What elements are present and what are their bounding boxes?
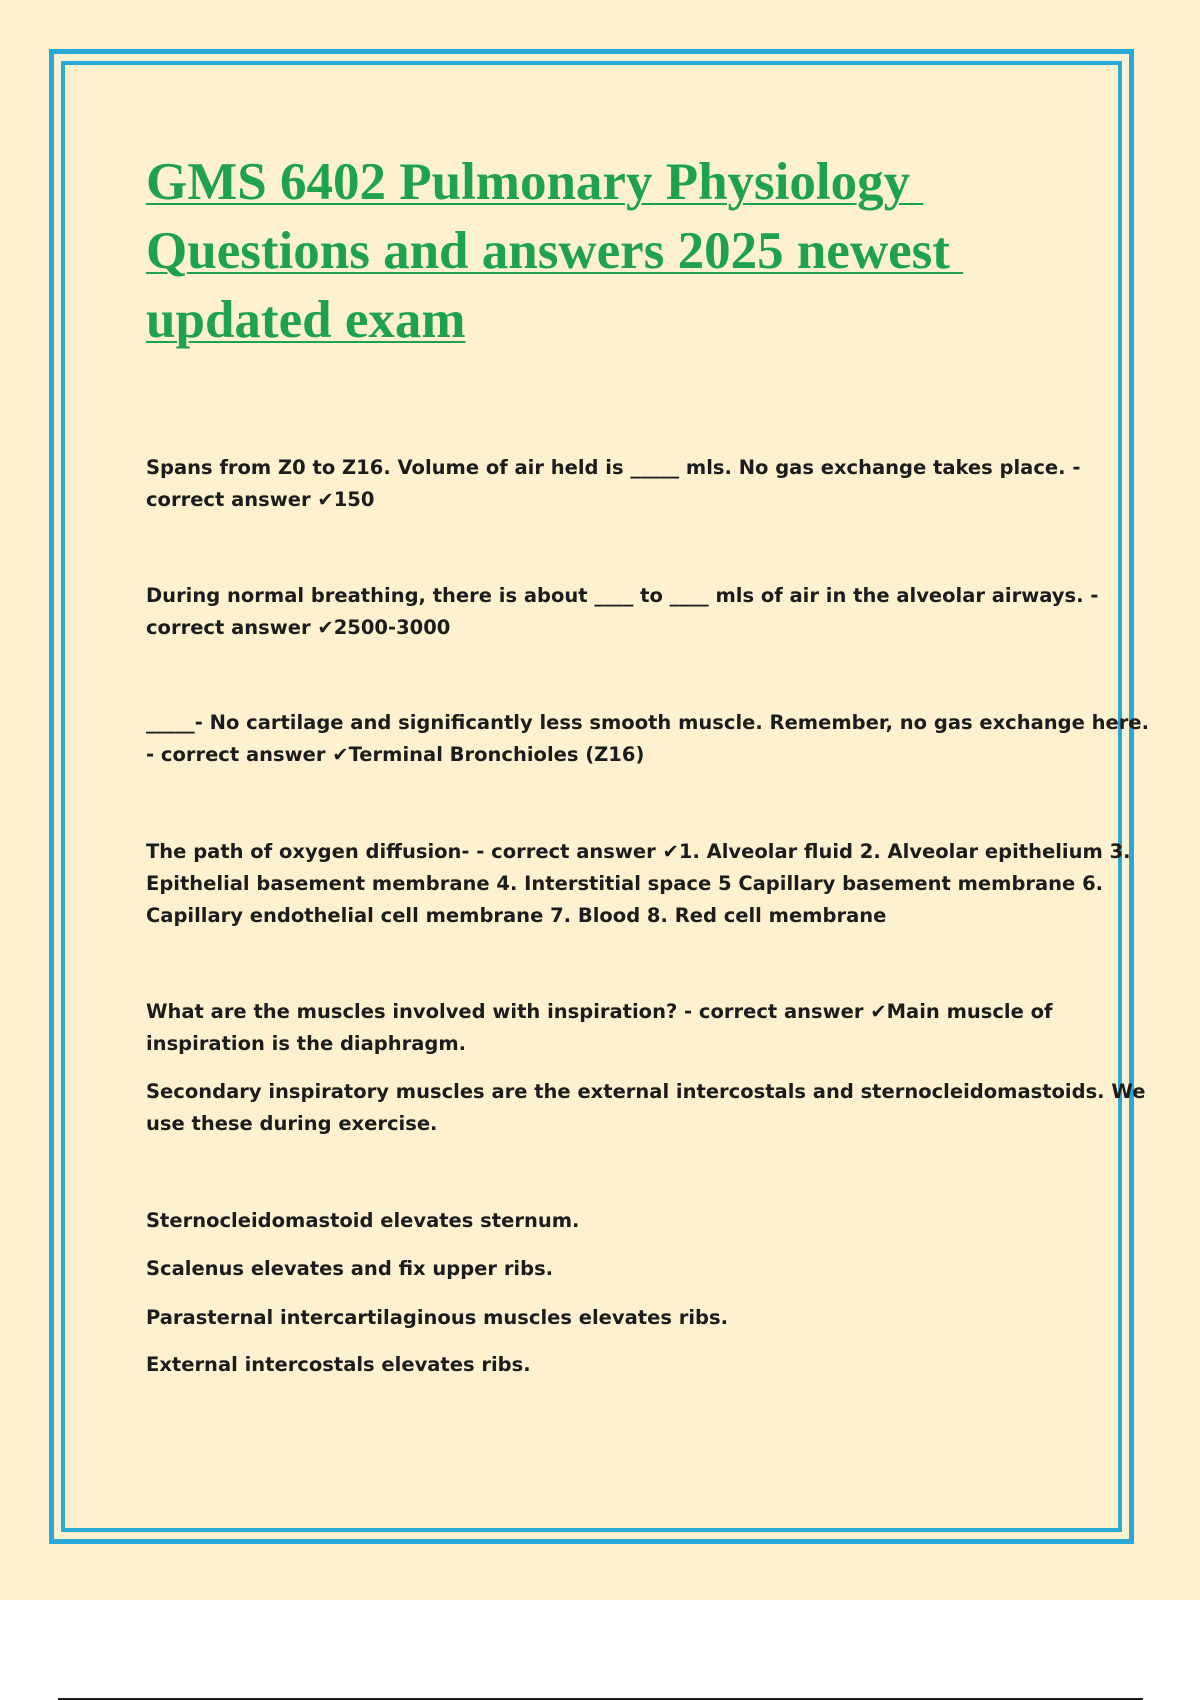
qa-line: Capillary endothelial cell membrane 7. Blood 8. Red cell membrane [146, 904, 887, 927]
qa-line: correct answer ✔2500-3000 [146, 616, 451, 639]
title-line-3: updated exam [146, 291, 466, 349]
qa-line: Secondary inspiratory muscles are the external intercostals and sternocleidomastoids. We [146, 1080, 1146, 1103]
title-line-1: GMS 6402 Pulmonary Physiology [146, 153, 924, 211]
qa-item-4 [146, 836, 1131, 932]
muscle-note-3: Parasternal intercartilaginous muscles elevates ribs. [146, 1306, 728, 1329]
qa-line: inspiration is the diaphragm. [146, 1032, 467, 1055]
muscle-note-4: External intercostals elevates ribs. [146, 1353, 531, 1376]
qa-line: _____- No cartilage and significantly less smooth muscle. Remember, no gas exchange here. [146, 711, 1149, 734]
qa-line: - correct answer ✔Terminal Bronchioles (Z16) [146, 743, 645, 766]
qa-line: Epithelial basement membrane 4. Interstitial space 5 Capillary basement membrane 6. [146, 872, 1104, 895]
qa-item-1 [146, 452, 1091, 516]
qa-item-3 [146, 707, 1149, 771]
document-header [146, 148, 1096, 355]
qa-line: Spans from Z0 to Z16. Volume of air held is _____ mls. No gas exchange takes place. - [146, 456, 1081, 479]
qa-item-2 [146, 580, 1099, 644]
title-line-2: Questions and answers 2025 newest [146, 222, 964, 280]
qa-line: The path of oxygen diffusion- - correct answer ✔1. Alveolar fluid 2. Alveolar epithelium 3. [146, 840, 1131, 863]
muscle-note-1: Sternocleidomastoid elevates sternum. [146, 1209, 580, 1232]
qa-line: use these during exercise. [146, 1112, 438, 1135]
document-title [146, 148, 1096, 355]
qa-line: correct answer ✔150 [146, 488, 375, 511]
qa-line: What are the muscles involved with inspiration? - correct answer ✔Main muscle of [146, 1000, 1053, 1023]
qa-item-5 [146, 996, 1091, 1060]
qa-item-6 [146, 1076, 1146, 1140]
qa-line: During normal breathing, there is about ____ to ____ mls of air in the alveolar airways. - [146, 584, 1099, 607]
muscle-note-2: Scalenus elevates and fix upper ribs. [146, 1257, 554, 1280]
